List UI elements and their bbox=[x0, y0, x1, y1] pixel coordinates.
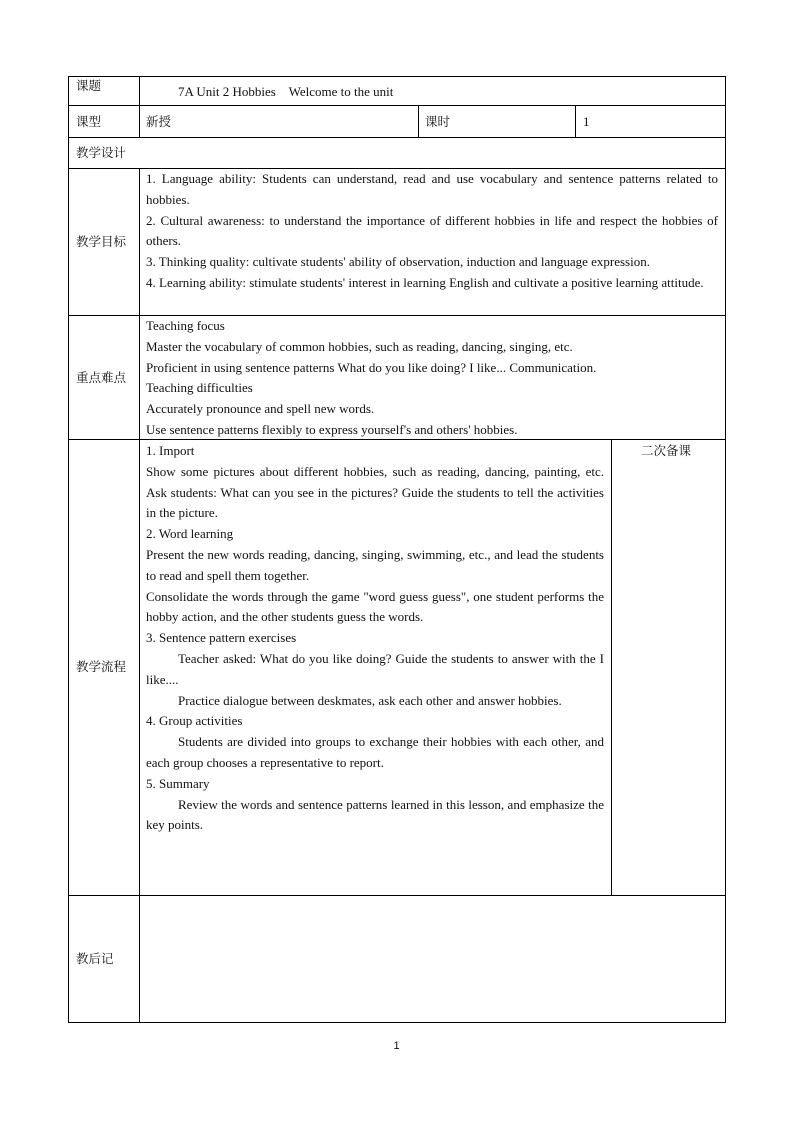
period-value: 1 bbox=[583, 114, 590, 129]
process-paragraph: 5. Summary bbox=[146, 775, 210, 791]
goal-item: 2. Cultural awareness: to understand the importance of different hobbies in life and respect the hobbies of others. bbox=[146, 212, 718, 249]
process-side-label: 二次备课 bbox=[641, 443, 692, 458]
topic-label: 课题 bbox=[76, 78, 102, 93]
period-value-cell bbox=[575, 105, 726, 138]
goals-label: 教学目标 bbox=[76, 234, 127, 249]
process-side-cell bbox=[611, 439, 726, 896]
focus-line: Master the vocabulary of common hobbies, such as reading, dancing, singing, etc. bbox=[146, 338, 573, 354]
process-steps bbox=[146, 441, 604, 836]
process-label: 教学流程 bbox=[76, 659, 127, 674]
page-number: 1 bbox=[393, 1040, 400, 1052]
type-value-cell bbox=[139, 105, 419, 138]
process-paragraph: 1. Import bbox=[146, 443, 195, 458]
process-paragraph: Review the words and sentence patterns learned in this lesson, and emphasize the key points. bbox=[146, 796, 604, 833]
process-paragraph: Teacher asked: What do you like doing? Guide the students to answer with the I like.... bbox=[146, 650, 604, 687]
goal-item: 1. Language ability: Students can understand, read and use vocabulary and sentence patterns related to hobbies. bbox=[146, 171, 718, 207]
design-cell bbox=[68, 137, 726, 169]
process-paragraph: Students are divided into groups to exchange their hobbies with each other, and each group chooses a representative to report. bbox=[146, 734, 604, 770]
focus-line: Use sentence patterns flexibly to express yourself's and others' hobbies. bbox=[146, 421, 518, 437]
process-paragraph: 4. Group activities bbox=[146, 713, 243, 729]
focus-list bbox=[146, 316, 718, 441]
topic-value: 7A Unit 2 Hobbies Welcome to the unit bbox=[178, 84, 394, 99]
focus-line: Proficient in using sentence patterns What do you like doing? I like... Communication. bbox=[146, 359, 597, 375]
reflection-content-cell bbox=[139, 895, 726, 1023]
goal-item: 3. Thinking quality: cultivate students' ability of observation, induction and language expression. bbox=[146, 254, 650, 270]
type-label: 课型 bbox=[76, 114, 102, 129]
process-paragraph: Consolidate the words through the game "word guess guess", one student performs the hobby action, and the other students guess the words. bbox=[146, 588, 604, 625]
goal-item: 4. Learning ability: stimulate students' interest in learning English and cultivate a positive learning attitude. bbox=[146, 274, 704, 290]
focus-line: Teaching focus bbox=[146, 318, 225, 333]
focus-label: 重点难点 bbox=[76, 370, 127, 385]
goals-list bbox=[146, 169, 718, 294]
process-paragraph: 2. Word learning bbox=[146, 526, 234, 542]
period-label: 课时 bbox=[425, 114, 451, 129]
reflection-label: 教后记 bbox=[76, 951, 114, 966]
design-label: 教学设计 bbox=[76, 145, 127, 160]
focus-line: Accurately pronounce and spell new words. bbox=[146, 401, 375, 417]
type-value: 新授 bbox=[146, 114, 172, 129]
process-paragraph: Present the new words reading, dancing, singing, swimming, etc., and lead the students to read and spell them together. bbox=[146, 546, 604, 583]
process-paragraph: Practice dialogue between deskmates, ask each other and answer hobbies. bbox=[178, 692, 562, 708]
focus-line: Teaching difficulties bbox=[146, 380, 253, 396]
process-paragraph: Show some pictures about different hobbies, such as reading, dancing, painting, etc. Ask students: What can you see in the pictures? Guide the students to tell the activities in the picture. bbox=[146, 463, 604, 521]
process-paragraph: 3. Sentence pattern exercises bbox=[146, 630, 297, 646]
